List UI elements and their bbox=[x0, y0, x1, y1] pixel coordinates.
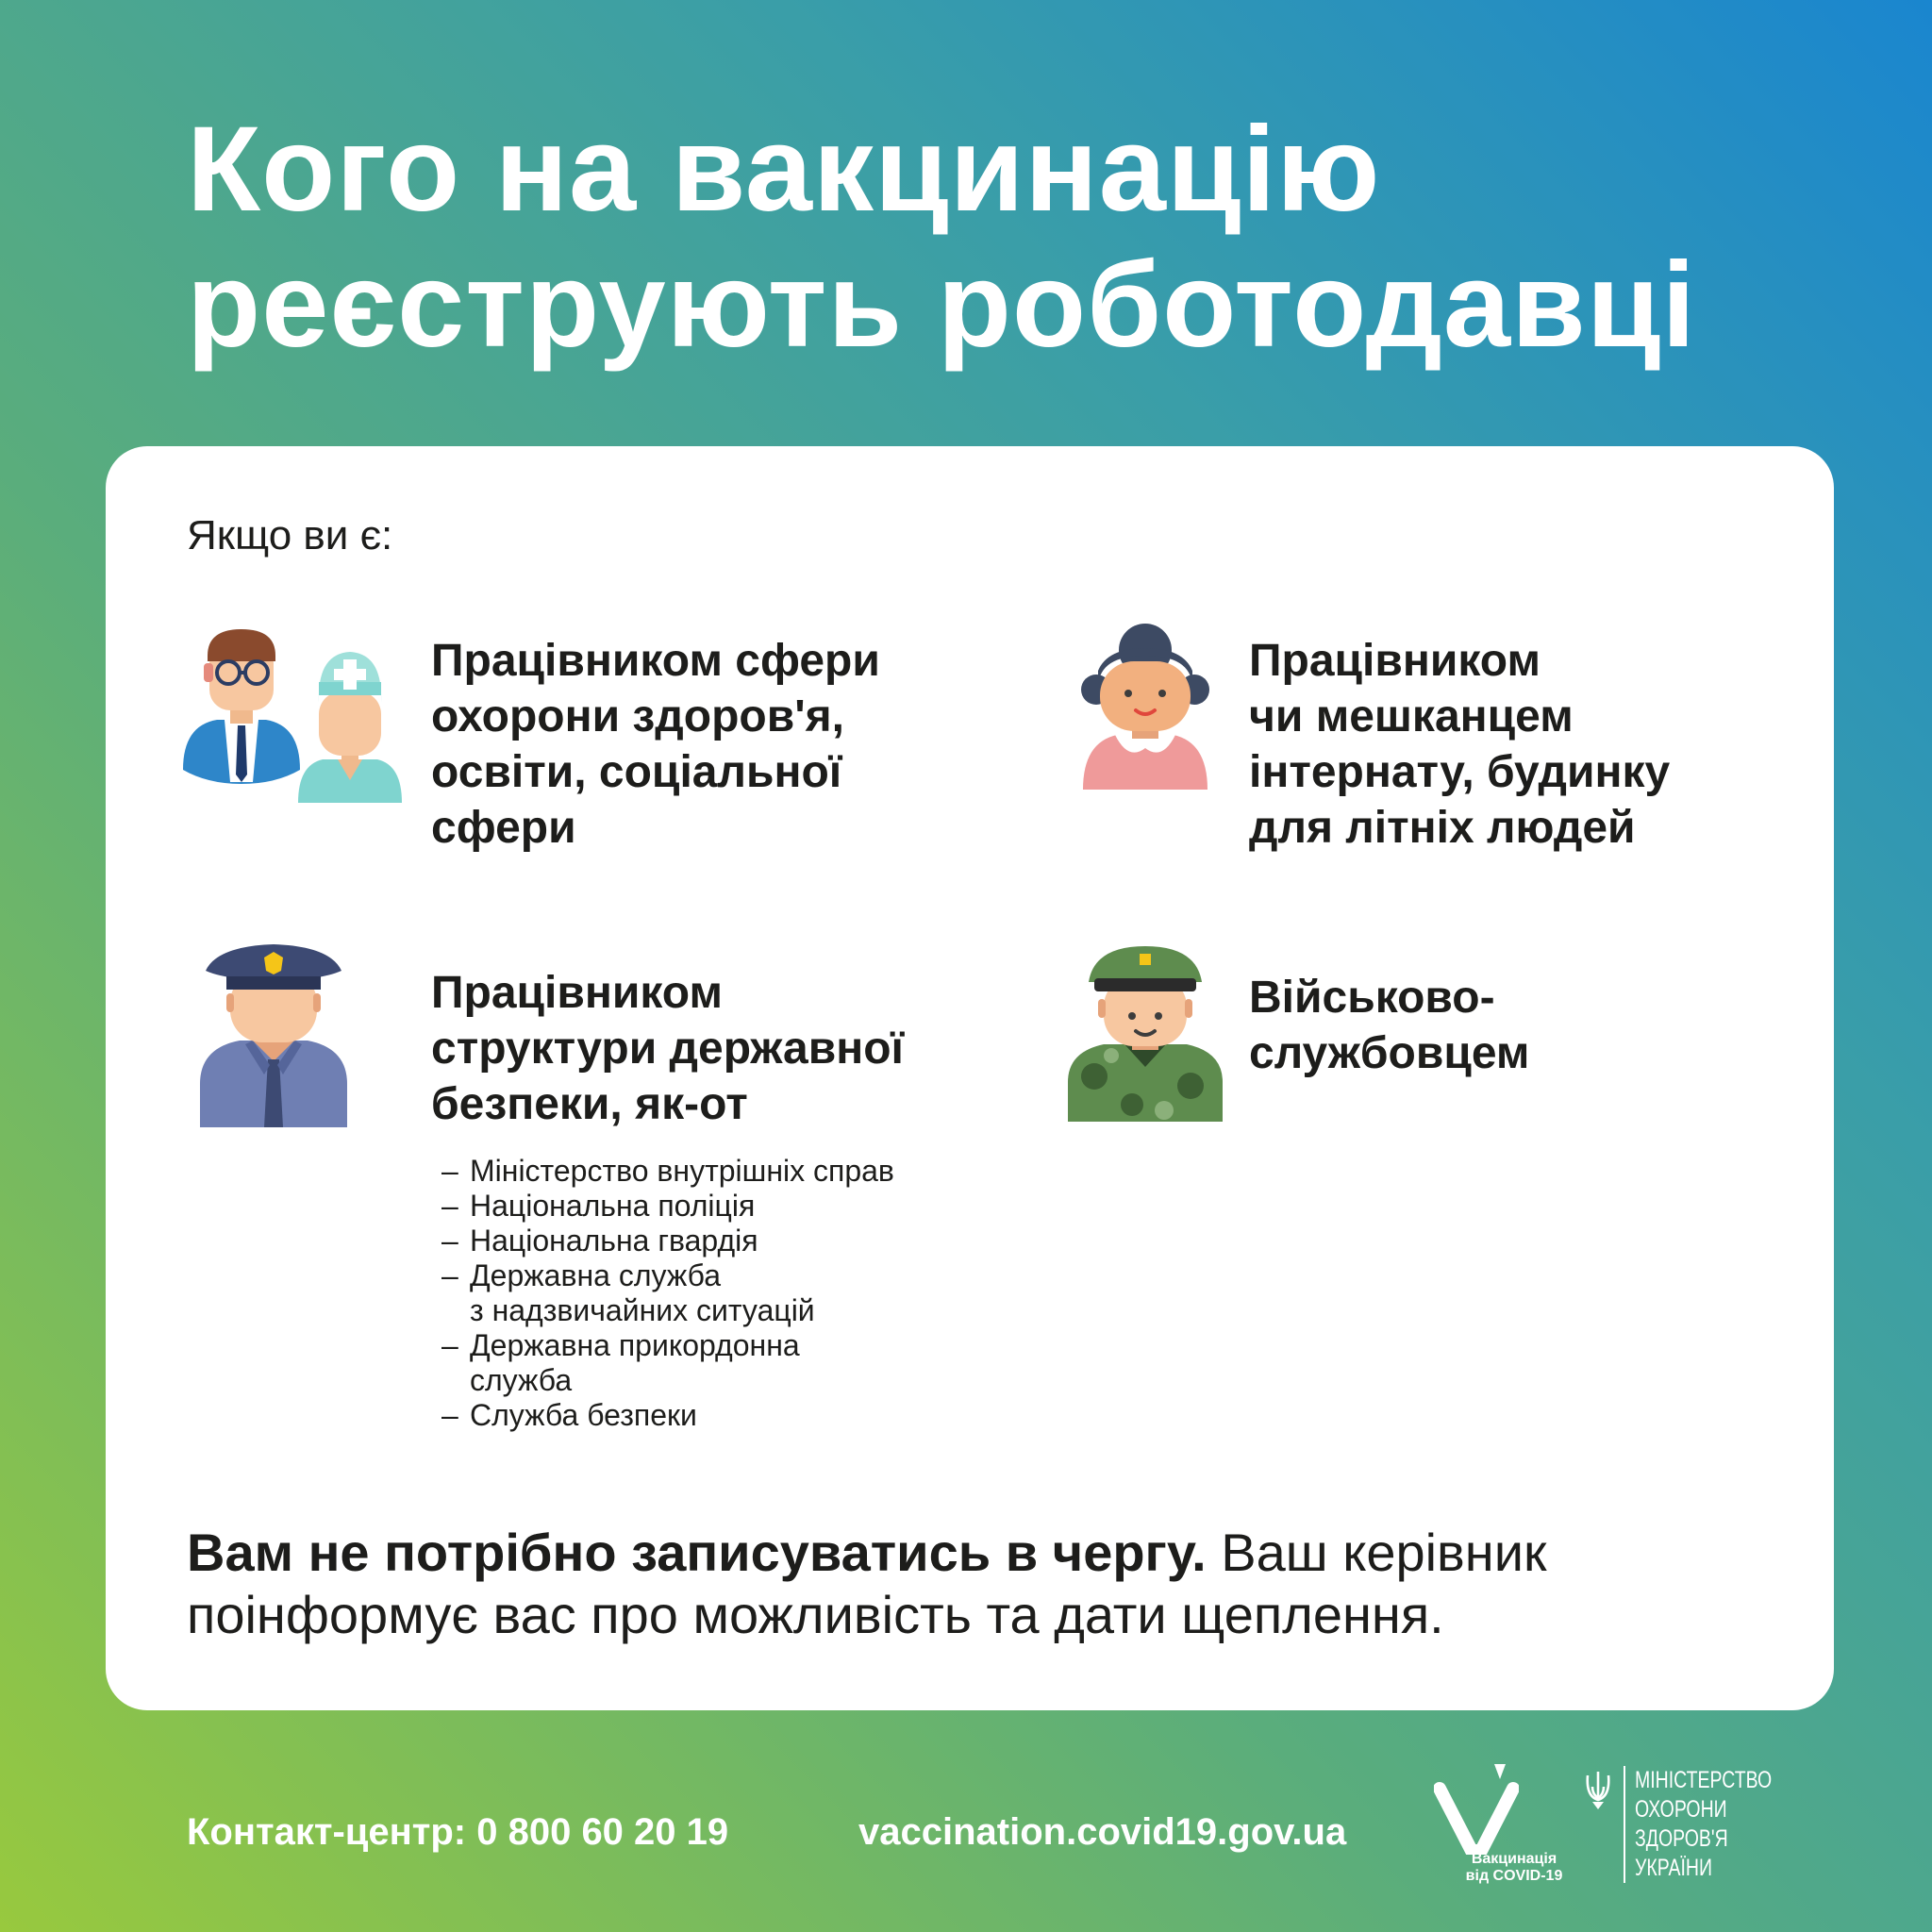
ministry-line: ОХОРОНИ bbox=[1635, 1796, 1727, 1823]
list-item bbox=[441, 1398, 894, 1433]
category-boarding-elderly bbox=[1249, 633, 1670, 856]
category-line: структури державної bbox=[431, 1024, 905, 1074]
ministry-divider bbox=[1624, 1766, 1625, 1883]
category-line: Працівником bbox=[431, 968, 723, 1018]
ministry-line: ЗДОРОВ'Я bbox=[1635, 1825, 1728, 1852]
list-item bbox=[441, 1189, 894, 1224]
list-item bbox=[441, 1224, 894, 1258]
page-title-line-1: Кого на вакцинацію bbox=[187, 102, 1381, 237]
category-line: чи мешканцем bbox=[1249, 691, 1574, 741]
queue-note-bold: Вам не потрібно записуватись в чергу. bbox=[187, 1523, 1207, 1582]
category-line: інтернату, будинку bbox=[1249, 747, 1671, 797]
category-line: сфери bbox=[431, 803, 576, 853]
list-item-line: – Міністерство внутрішніх справ bbox=[470, 1154, 894, 1188]
page-title bbox=[187, 102, 1847, 374]
category-line: Працівником сфери bbox=[431, 636, 880, 686]
category-state-security bbox=[431, 965, 904, 1132]
queue-note-line-2: поінформує вас про можливість та дати щеплення. bbox=[187, 1585, 1444, 1644]
category-line: службовцем bbox=[1249, 1028, 1530, 1078]
soldier-icon bbox=[1066, 944, 1224, 1122]
website-link[interactable]: vaccination.covid19.gov.ua bbox=[858, 1811, 1347, 1853]
category-line: для літніх людей bbox=[1249, 803, 1636, 853]
list-item bbox=[441, 1258, 894, 1328]
trident-icon bbox=[1584, 1770, 1612, 1811]
vaccination-logo-text bbox=[1443, 1851, 1585, 1885]
category-health-education-social bbox=[431, 633, 880, 856]
vaccination-logo-icon bbox=[1434, 1760, 1519, 1855]
list-item-line: – Державна прикордонна bbox=[470, 1328, 800, 1362]
police-officer-icon bbox=[198, 942, 349, 1127]
vaccination-logo-line: Вакцинація bbox=[1471, 1851, 1557, 1867]
vaccination-logo-line: від COVID-19 bbox=[1465, 1868, 1563, 1884]
category-military bbox=[1249, 970, 1529, 1081]
intro-text: Якщо ви є: bbox=[187, 512, 393, 558]
teacher-and-nurse-icon bbox=[181, 624, 408, 812]
list-item bbox=[441, 1328, 894, 1398]
info-card bbox=[106, 446, 1834, 1710]
queue-note-rest: Ваш керівник bbox=[1221, 1523, 1547, 1582]
page-title-line-2: реєструють роботодавці bbox=[187, 238, 1696, 373]
list-item bbox=[441, 1154, 894, 1189]
list-item-line: служба bbox=[470, 1363, 573, 1397]
list-item-line: – Служба безпеки bbox=[470, 1398, 697, 1432]
category-line: освіти, соціальної bbox=[431, 747, 842, 797]
contact-center-phone[interactable]: Контакт-центр: 0 800 60 20 19 bbox=[187, 1811, 729, 1853]
category-line: Військово- bbox=[1249, 973, 1495, 1023]
list-item-line: – Національна гвардія bbox=[470, 1224, 758, 1257]
list-item-line: з надзвичайних ситуацій bbox=[470, 1293, 815, 1327]
queue-note-line-1 bbox=[187, 1522, 1790, 1584]
list-item-line: – Національна поліція bbox=[470, 1189, 756, 1223]
elderly-woman-icon bbox=[1079, 624, 1211, 790]
category-line: безпеки, як-от bbox=[431, 1079, 748, 1129]
security-agencies-list bbox=[441, 1154, 894, 1433]
list-item-line: – Державна служба bbox=[470, 1258, 722, 1292]
ministry-line: УКРАЇНИ bbox=[1635, 1855, 1712, 1881]
category-line: охорони здоров'я, bbox=[431, 691, 844, 741]
queue-note bbox=[187, 1522, 1790, 1646]
ministry-line: МІНІСТЕРСТВО bbox=[1635, 1767, 1773, 1793]
category-line: Працівником bbox=[1249, 636, 1541, 686]
ministry-logo-text bbox=[1635, 1766, 1772, 1883]
